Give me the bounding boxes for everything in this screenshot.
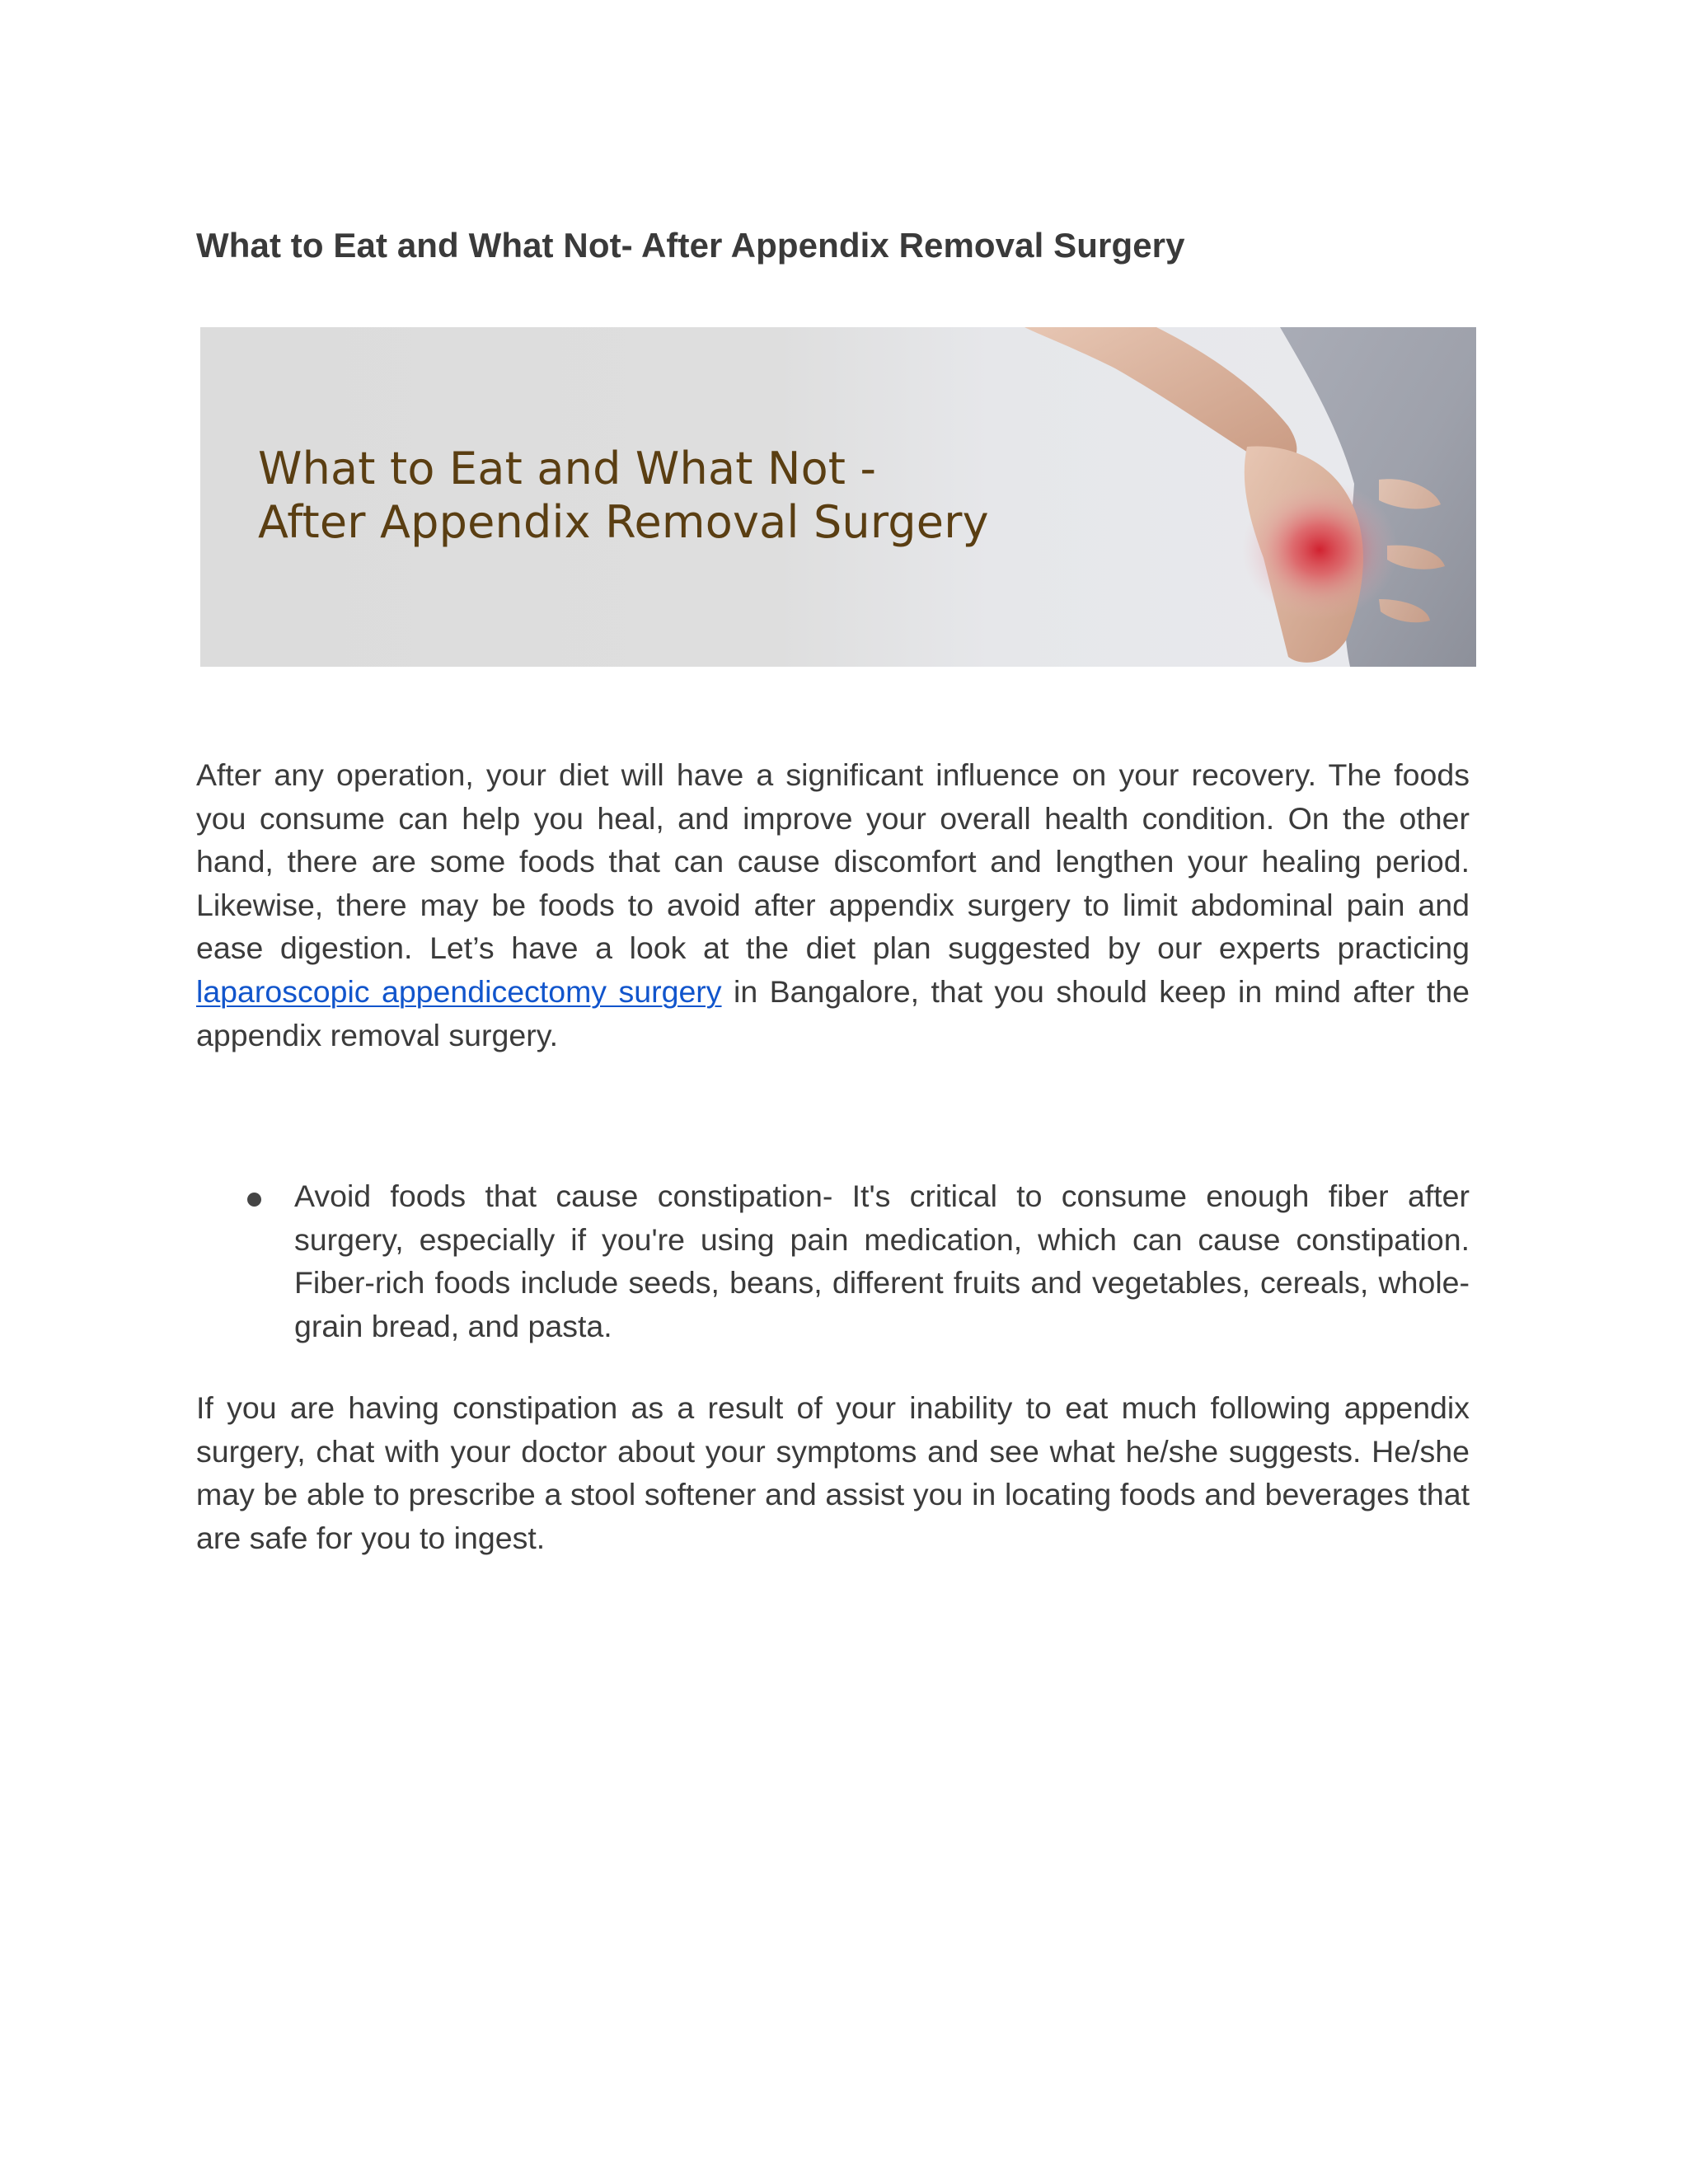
intro-paragraph xyxy=(196,753,1470,1057)
intro-text-start: After any operation, your diet will have a significant influence on your recovery. The foods you consume can help you heal, and improve your overall health condition. On the other hand, there are some foods that can cause discomfort and lengthen your healing period. Likewise, there may be foods to avoid after appendix surgery to limit abdominal pain and ease digestion. Let’s have a look at the diet plan suggested by our experts practicing xyxy=(196,757,1470,966)
laparoscopic-surgery-link[interactable]: laparoscopic appendicectomy surgery xyxy=(196,973,722,1009)
page-title: What to Eat and What Not- After Appendix Removal Surgery xyxy=(196,226,1185,265)
bullet-icon xyxy=(247,1193,261,1207)
pain-highlight xyxy=(1241,480,1398,620)
banner-heading-line-2: After Appendix Removal Surgery xyxy=(258,496,989,548)
banner-image xyxy=(200,327,1476,667)
banner-heading-line-1: What to Eat and What Not - xyxy=(258,443,877,494)
followup-paragraph: If you are having constipation as a result of your inability to eat much following appendix surgery, chat with your doctor about your symptoms and see what he/she suggests. He/she may be able to prescribe a stool softener and assist you in locating foods and beverages that are safe for you to ingest. xyxy=(196,1390,1470,1555)
list-item xyxy=(196,1174,1470,1352)
bullet-text: Avoid foods that cause constipation- It's critical to consume enough fiber after surgery, especially if you're using pain medication, which can cause constipation. Fiber-rich foods include seeds, beans, different fruits and vegetables, cereals, whole-grain bread, and pasta. xyxy=(294,1179,1470,1343)
intro-text-end: in Bangalore, that you should keep in mind after the appendix removal surgery. xyxy=(196,973,1470,1052)
